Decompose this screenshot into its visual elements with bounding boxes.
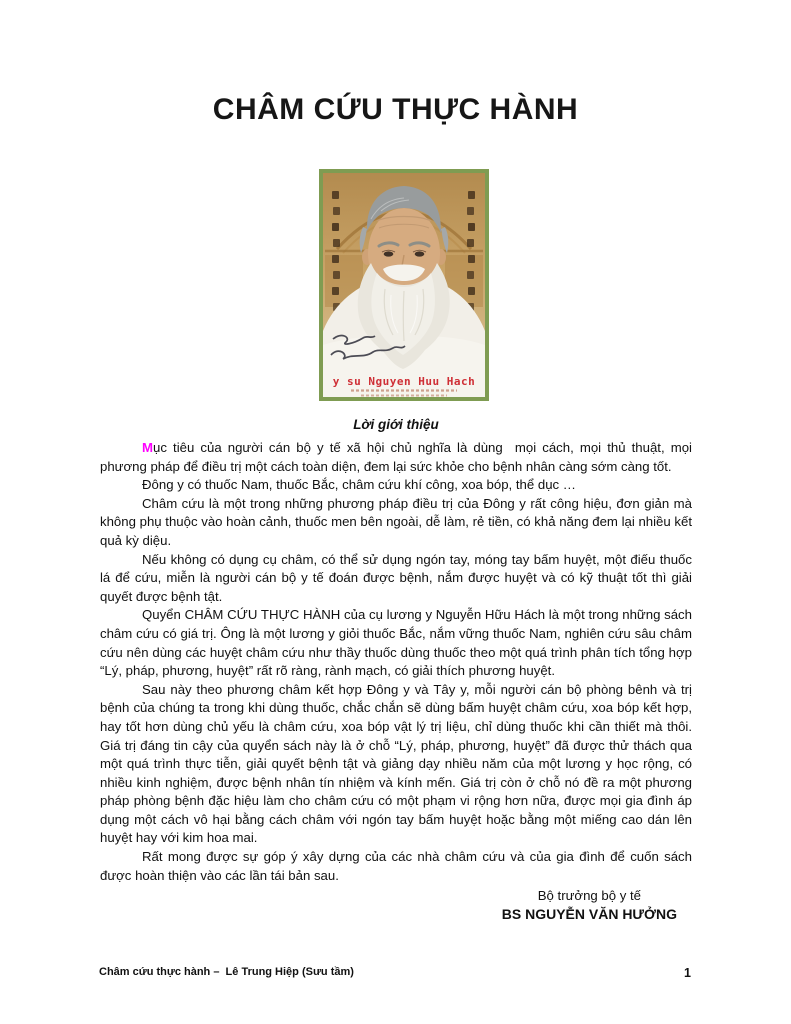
page-title: CHÂM CỨU THỰC HÀNH — [212, 93, 579, 126]
paragraph: Sau này theo phương châm kết hợp Đông y và Tây y, mỗi người cán bộ phòng bênh và trị bệnh của chúng ta trong khi dùng thuốc, chắc chắn sẽ dùng bấm huyệt châm cứu, xoa bóp kết hợp, hay tốt hơn dùng chủ yếu là châm cứu, xoa bóp vật lý trị liệu, chỉ dùng thuốc khi cần thiết mà thôi. Giá trị đáng tin cậy của quyển sách này là ở chỗ “Lý, pháp, phương, huyệt” đã được thử thách qua một quá trình thực tiễn, giải quyết bệnh tật và giảng dạy nhiều năm của một lương y học rộng, có nhiều kinh nghiệm, được bệnh nhân tín nhiệm và kính mến. Giá trị còn ở chỗ nó đề ra một phương pháp phòng bệnh đặc hiệu làm cho châm cứu có một phạm vi rộng hơn nữa, được mọi gia đình áp dụng một cách vô hại bằng cách châm với ngón tay bấm huyệt hoặc bằng một miếng cao dán lên huyệt hay với kim hoa mai. — [100, 681, 696, 846]
paragraph: Nếu không có dụng cụ châm, có thể sử dụng ngón tay, móng tay bấm huyệt, một điếu thuốc lá để cứu, miễn là người cán bộ y tế đoán được bệnh, nắm được huyệt và có kỹ thuật tốt thì giải quyết được bệnh tật. — [100, 551, 696, 604]
signoff-block — [100, 886, 692, 924]
paragraph: Quyển CHÂM CỨU THỰC HÀNH của cụ lương y Nguyễn Hữu Hách là một trong những sách châm cứu có giá trị. Ông là một lương y giỏi thuốc Bắc, nắm vững thuốc Nam, nghiên cứu sâu châm cứu nên dùng các huyệt châm cứu như thầy thuốc dùng thuốc theo một quá trình phân tích tổng hợp “Lý, pháp, phương, huyệt” rất rõ ràng, rành mạch, có giải thích phương huyệt. — [100, 607, 696, 679]
portrait-photo-icon — [319, 169, 489, 401]
footer-book-title: Châm cứu thực hành – Lê Trung Hiệp (Sưu tầm) — [99, 966, 354, 978]
portrait-caption: y su Nguyen Huu Hach — [332, 375, 476, 388]
paragraph: Rất mong được sự góp ý xây dựng của các nhà châm cứu và của gia đình để cuốn sách được hoàn thiện vào các lần tái bản sau. — [100, 849, 696, 883]
paragraph — [100, 439, 696, 476]
section-heading: Lời giới thiệu — [353, 417, 439, 432]
portrait-image — [319, 169, 489, 401]
page-footer — [99, 966, 691, 980]
signoff-name: BS NGUYỄN VĂN HƯỞNG — [501, 906, 677, 923]
page-number: 1 — [684, 966, 691, 980]
document-body — [100, 417, 696, 924]
paragraph: Đông y có thuốc Nam, thuốc Bắc, châm cứu khí công, xoa bóp, thể dục … — [142, 477, 576, 493]
signoff-role: Bộ trưởng bộ y tế — [537, 888, 641, 904]
drop-initial: M — [142, 440, 153, 455]
paragraph: Châm cứu là một trong những phương pháp điều trị của Đông y rất công hiệu, đơn giản mà không phụ thuộc vào hoàn cảnh, thuốc men bên ngoài, dễ làm, rẻ tiền, có khả năng đem lại nhiều kết quả kỳ diệu. — [100, 495, 696, 548]
paragraph-text: ục tiêu của người cán bộ y tế xã hội chủ nghĩa là dùng mọi cách, mọi thủ thuật, mọi phương pháp để điều trị một cách toàn diện, đem lại sức khỏe cho bệnh nhân càng sớm càng tốt. — [100, 440, 696, 474]
